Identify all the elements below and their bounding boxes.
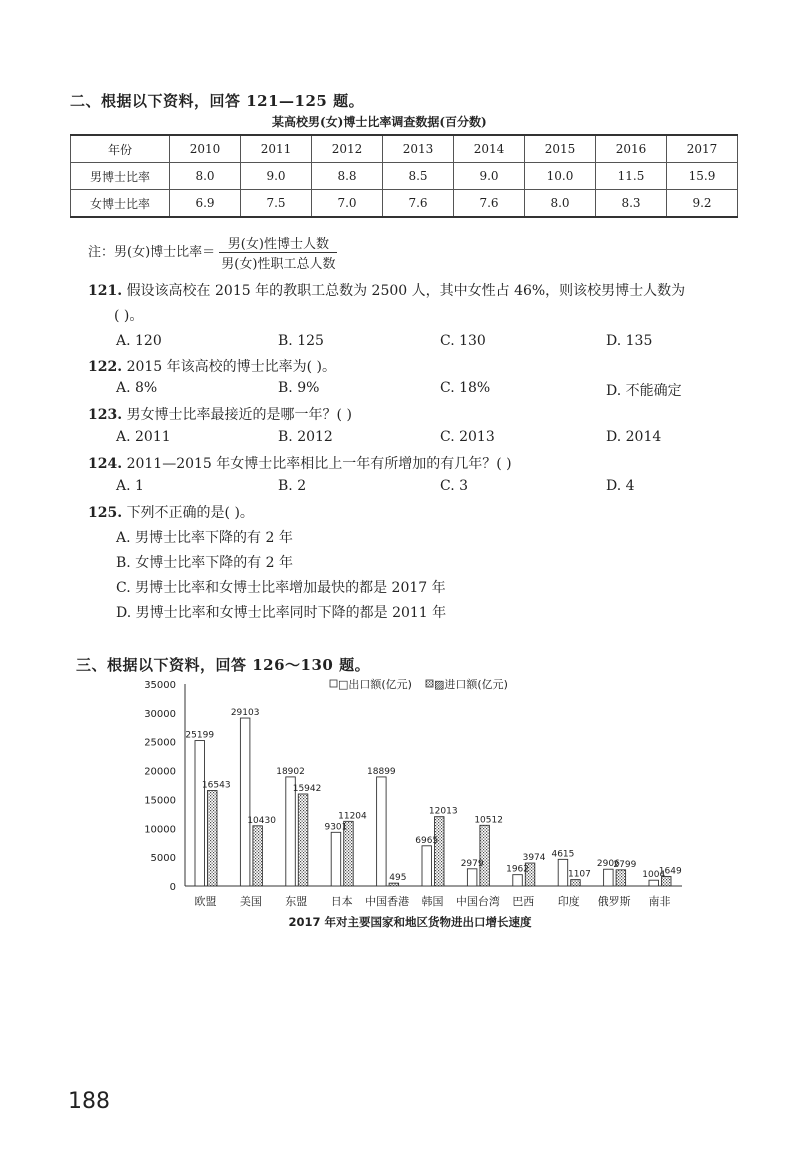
import-value-label: 1649: [658, 866, 682, 877]
import-value-label: 1107: [567, 869, 591, 880]
question-number: 121.: [88, 283, 123, 299]
x-category-label: 中国香港: [365, 895, 410, 908]
export-value-label: 1004: [642, 870, 666, 881]
x-category-label: 南非: [648, 895, 671, 908]
export-value-label: 18902: [276, 766, 305, 777]
export-value-label: 18899: [367, 766, 396, 777]
question-124: [88, 453, 512, 473]
page-number: 188: [68, 1089, 110, 1114]
export-value-label: 1962: [506, 864, 530, 875]
option-c[interactable]: C. 2013: [440, 429, 495, 445]
import-bar: [208, 791, 218, 886]
question-number: 122.: [88, 359, 123, 375]
table-note: [88, 233, 337, 272]
legend-swatch-export: [330, 680, 337, 687]
export-value-label: 6965: [415, 835, 439, 846]
table-cell: 女博士比率: [71, 190, 170, 218]
import-value-label: 10430: [247, 815, 276, 826]
export-value-label: 2979: [460, 858, 484, 869]
question-122: [88, 356, 336, 376]
question-number: 125.: [88, 505, 123, 521]
trade-bar-chart: [0, 660, 800, 940]
table-title: 某高校男(女)博士比率调查数据(百分数): [272, 115, 487, 129]
y-tick-label: 0: [169, 882, 176, 893]
x-category-label: 印度: [557, 895, 580, 908]
option-d[interactable]: D. 4: [606, 478, 635, 494]
statement-a[interactable]: A. 男博士比率下降的有 2 年: [116, 530, 293, 546]
y-tick-label: 20000: [144, 766, 176, 778]
doctor-ratio-table: [70, 134, 738, 218]
option-d[interactable]: D. 2014: [606, 429, 662, 445]
import-value-label: 10512: [474, 815, 503, 826]
import-value-label: 16543: [201, 780, 231, 791]
statement-b[interactable]: B. 女博士比率下降的有 2 年: [116, 555, 293, 571]
y-tick-label: 30000: [144, 708, 176, 720]
table-cell: 7.6: [383, 190, 454, 218]
import-value-label: 12013: [428, 806, 458, 817]
chart-title: 2017 年对主要国家和地区货物进出口增长速度: [288, 915, 532, 929]
option-c[interactable]: C. 130: [440, 333, 486, 349]
export-bar: [422, 846, 432, 886]
note-prefix: 注：男(女)博士比率＝: [88, 245, 216, 260]
x-category-label: 东盟: [285, 895, 308, 908]
import-bar: [480, 825, 490, 886]
option-b[interactable]: B. 2012: [278, 429, 333, 445]
table-header-cell: 2011: [241, 135, 312, 163]
x-category-label: 美国: [239, 895, 262, 908]
question-text: 2011—2015 年女博士比率相比上一年有所增加的有几年？( ): [126, 456, 512, 472]
legend-swatch-import: [426, 680, 433, 687]
table-row: [71, 190, 738, 218]
import-value-label: 495: [389, 873, 407, 884]
legend-export: □出口额(亿元): [338, 678, 412, 691]
table-header-cell: 2015: [525, 135, 596, 163]
table-cell: 9.0: [241, 163, 312, 190]
x-category-label: 韩国: [421, 895, 444, 908]
table-header-cell: 2013: [383, 135, 454, 163]
export-bar: [377, 777, 387, 886]
option-b[interactable]: B. 2: [278, 478, 307, 494]
question-text: 2015 年该高校的博士比率为( )。: [126, 359, 337, 375]
x-category-label: 日本: [330, 895, 353, 908]
option-b[interactable]: B. 125: [278, 333, 324, 349]
import-bar: [298, 794, 308, 886]
x-category-label: 中国台湾: [455, 895, 500, 908]
export-value-label: 29103: [230, 708, 260, 719]
table-cell: 7.6: [454, 190, 525, 218]
table-cell: 8.0: [170, 163, 241, 190]
export-value-label: 2906: [596, 859, 620, 870]
note-denominator: 男(女)性职工总人数: [221, 257, 336, 272]
statement-d[interactable]: D. 男博士比率和女博士比率同时下降的都是 2011 年: [116, 605, 447, 621]
table-cell: 9.0: [454, 163, 525, 190]
option-d[interactable]: D. 不能确定: [606, 383, 682, 399]
note-numerator: 男(女)性博士人数: [219, 233, 337, 253]
export-bar: [604, 869, 614, 886]
note-fraction: [219, 233, 337, 272]
export-bar: [195, 741, 205, 886]
question-number: 123.: [88, 407, 123, 423]
option-d[interactable]: D. 135: [606, 333, 653, 349]
option-a[interactable]: A. 2011: [116, 429, 171, 445]
table-cell: 6.9: [170, 190, 241, 218]
option-b[interactable]: B. 9%: [278, 380, 320, 396]
table-row: [71, 163, 738, 190]
y-tick-label: 35000: [144, 680, 176, 691]
table-cell: 9.2: [667, 190, 738, 218]
section2-heading: 二、根据以下资料，回答 121—125 题。: [70, 92, 365, 110]
table-cell: 8.5: [383, 163, 454, 190]
export-bar: [513, 875, 523, 886]
question-number: 124.: [88, 456, 123, 472]
export-bar: [467, 869, 477, 886]
export-value-label: 25199: [185, 730, 215, 741]
import-value-label: 3974: [522, 853, 546, 864]
table-cell: 8.8: [312, 163, 383, 190]
option-a[interactable]: A. 120: [116, 333, 162, 349]
table-cell: 男博士比率: [71, 163, 170, 190]
export-bar: [649, 880, 659, 886]
option-a[interactable]: A. 1: [116, 478, 144, 494]
table-cell: 7.0: [312, 190, 383, 218]
table-cell: 15.9: [667, 163, 738, 190]
export-bar: [558, 859, 568, 886]
table-cell: 8.3: [596, 190, 667, 218]
export-bar: [331, 832, 341, 886]
table-header-cell: 2016: [596, 135, 667, 163]
question-125: [88, 502, 254, 522]
table-cell: 7.5: [241, 190, 312, 218]
table-cell: 11.5: [596, 163, 667, 190]
chart-legend: [330, 677, 508, 691]
y-tick-label: 10000: [144, 824, 176, 836]
question-text: 下列不正确的是( )。: [126, 505, 254, 521]
question-text: 男女博士比率最接近的是哪一年？( ): [126, 407, 352, 423]
table-header-cell: 2014: [454, 135, 525, 163]
export-bar: [240, 718, 250, 886]
y-tick-label: 5000: [150, 853, 176, 865]
import-value-label: 11204: [338, 811, 367, 822]
legend-import: ▨进口额(亿元): [434, 678, 508, 691]
question-121: [88, 280, 685, 300]
import-bar: [389, 883, 399, 886]
y-tick-label: 25000: [144, 737, 176, 749]
table-header-cell: 2012: [312, 135, 383, 163]
import-value-label: 2799: [613, 859, 637, 870]
statement-c[interactable]: C. 男博士比率和女博士比率增加最快的都是 2017 年: [116, 580, 446, 596]
export-value-label: 4615: [551, 849, 575, 860]
section3-heading: 三、根据以下资料，回答 126～130 题。: [76, 656, 371, 674]
option-a[interactable]: A. 8%: [116, 380, 158, 396]
table-cell: 8.0: [525, 190, 596, 218]
x-category-label: 俄罗斯: [597, 895, 631, 908]
import-bar: [253, 826, 263, 886]
import-bar: [571, 880, 581, 886]
import-bar: [616, 870, 626, 886]
import-bar: [435, 817, 445, 886]
option-c[interactable]: C. 18%: [440, 380, 491, 396]
y-tick-label: 15000: [144, 795, 176, 807]
table-cell: 10.0: [525, 163, 596, 190]
x-category-label: 欧盟: [194, 895, 217, 908]
question-121-blank: ( )。: [114, 308, 144, 324]
import-value-label: 15942: [292, 783, 322, 794]
table-header-row: [71, 135, 738, 163]
table-header-cell: 2010: [170, 135, 241, 163]
export-value-label: 9301: [324, 822, 348, 833]
table-header-cell: 年份: [71, 135, 170, 163]
option-c[interactable]: C. 3: [440, 478, 469, 494]
question-123: [88, 404, 352, 424]
x-category-label: 巴西: [512, 895, 535, 908]
table-header-cell: 2017: [667, 135, 738, 163]
question-text: 假设该高校在 2015 年的教职工总数为 2500 人，其中女性占 46%，则该校男博士人数为: [126, 283, 686, 299]
